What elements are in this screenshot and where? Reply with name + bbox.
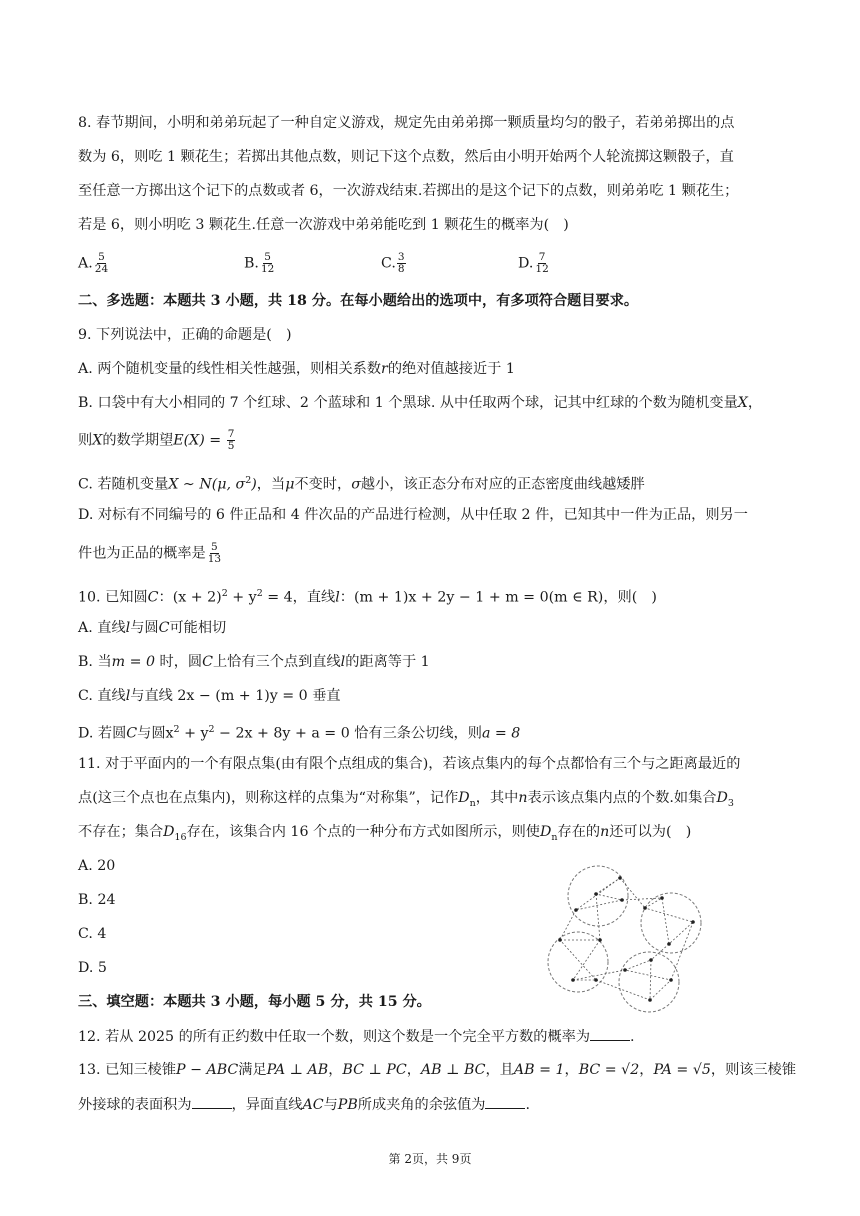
q11-line3: 不存在；集合$D_{16}$存在，该集合内 16 个点的一种分布方式如图所示，则使$D_n$存在的n还可以为( )	[78, 824, 692, 843]
figure-point	[660, 896, 664, 900]
figure-point	[643, 906, 647, 910]
q8-line1: 8. 春节期间，小明和弟弟玩起了一种自定义游戏，规定先由弟弟掷一颗质量均匀的骰子，若弟弟掷出的点	[78, 115, 735, 131]
figure-point	[598, 938, 602, 942]
q8-line3: 至任意一方掷出这个记下的点数或者 6，一次游戏结束.若掷出的是这个记下的点数，则弟弟吃 1 颗花生；	[78, 183, 739, 199]
figure-point	[669, 978, 673, 982]
figure-point	[594, 978, 598, 982]
q9-stem: 9. 下列说法中，正确的命题是( )	[78, 327, 292, 343]
fraction: $\frac{7}{12}$	[535, 251, 549, 275]
figure-point	[623, 968, 627, 972]
figure-point	[649, 958, 653, 962]
q13-line2: 外接球的表面积为 ，异面直线AC与PB所成夹角的余弦值为 .	[78, 1094, 530, 1115]
answer-blank	[192, 1094, 232, 1109]
q9-option-b-line2: 则X的数学期望E(X) = $\frac{7}{5}$	[78, 428, 235, 452]
figure-point	[648, 998, 652, 1002]
q8-option-b: B. $\frac{5}{12}$	[244, 251, 275, 275]
q10-option-d: D. 若圆C与圆$x^2 + y^2 - 2x + 8y + a = 0$ 恰有三条公切线，则a = 8	[78, 724, 521, 742]
q12: 12. 若从 2025 的所有正约数中任取一个数，则这个数是一个完全平方数的概率为 .	[78, 1026, 635, 1047]
fraction: $\frac{5}{24}$	[94, 251, 109, 275]
q13-line1: 13. 已知三棱锥P − ABC满足PA ⊥ AB，BC ⊥ PC，AB ⊥ BC，且AB = 1，BC = √2，PA = √5，则该三棱锥	[78, 1062, 797, 1078]
q11-option-a: A. 20	[78, 858, 116, 874]
figure-point	[574, 908, 578, 912]
q9-option-d-line2: 件也为正品的概率是 $\frac{5}{13}$	[78, 541, 222, 565]
figure-circle	[568, 866, 628, 926]
q11-line2: 点(这三个点也在点集内)，则称这样的点集为“对称集”，记作$D_n$，其中n表示该点集内点的个数.如集合$D_3$	[78, 790, 734, 809]
q8-option-c: C. $\frac{3}{8}$	[381, 251, 405, 275]
fraction: $\frac{7}{5}$	[227, 428, 235, 452]
q8-option-d: D. $\frac{7}{12}$	[518, 251, 549, 275]
q8-line2: 数为 6，则吃 1 颗花生；若掷出其他点数，则记下这个点数，然后由小明开始两个人轮流掷这颗骰子，直	[78, 149, 734, 165]
figure-point	[667, 942, 671, 946]
figure-point	[571, 978, 575, 982]
figure-point	[620, 898, 624, 902]
figure-point	[618, 876, 622, 880]
q8-option-a: A. $\frac{5}{24}$	[78, 251, 109, 275]
q10-option-c: C. 直线l与直线 2x − (m + 1)y = 0 垂直	[78, 688, 341, 704]
q9-option-a: A. 两个随机变量的线性相关性越强，则相关系数r的绝对值越接近于 1	[78, 361, 515, 377]
fraction: $\frac{5}{13}$	[207, 541, 222, 565]
answer-blank	[485, 1094, 525, 1109]
figure-point	[691, 920, 695, 924]
q10-option-b: B. 当m = 0 时，圆C上恰有三个点到直线l的距离等于 1	[78, 654, 430, 670]
symmetric-set-figure	[540, 852, 710, 1017]
q10-stem: 10. 已知圆C：$(x + 2)^2 + y^2 = 4$，直线l：(m + 1)x + 2y − 1 + m = 0(m ∈ R)，则( )	[78, 588, 657, 606]
page-footer: 第 2页，共 9页	[388, 1152, 472, 1166]
section-heading-multi: 二、多选题：本题共 3 小题，共 18 分。在每小题给出的选项中，有多项符合题目要求。	[78, 293, 639, 309]
figure-point	[594, 892, 598, 896]
q11-option-b: B. 24	[78, 892, 116, 908]
q11-option-c: C. 4	[78, 926, 107, 942]
answer-blank	[590, 1026, 630, 1041]
q11-option-d: D. 5	[78, 960, 107, 976]
q9-option-b-line1: B. 口袋中有大小相同的 7 个红球、2 个蓝球和 1 个黑球. 从中任取两个球，记其中红球的个数为随机变量X，	[78, 395, 763, 411]
q10-option-a: A. 直线l与圆C可能相切	[78, 620, 227, 636]
q9-option-c: C. 若随机变量X ∼ N(μ, $\sigma^2$)，当μ不变时，σ越小，该正态分布对应的正态密度曲线越矮胖	[78, 475, 645, 493]
fraction: $\frac{3}{8}$	[397, 251, 405, 275]
figure-point	[558, 938, 562, 942]
q9-option-d-line1: D. 对标有不同编号的 6 件正品和 4 件次品的产品进行检测，从中任取 2 件，已知其中一件为正品，则另一	[78, 507, 748, 523]
q11-line1: 11. 对于平面内的一个有限点集(由有限个点组成的集合)，若该点集内的每个点都恰有三个与之距离最近的	[78, 756, 741, 772]
section-heading-fill: 三、填空题：本题共 3 小题，每小题 5 分，共 15 分。	[78, 994, 431, 1010]
fraction: $\frac{5}{12}$	[260, 251, 275, 275]
q8-line4: 若是 6，则小明吃 3 颗花生.任意一次游戏中弟弟能吃到 1 颗花生的概率为( )	[78, 217, 569, 233]
